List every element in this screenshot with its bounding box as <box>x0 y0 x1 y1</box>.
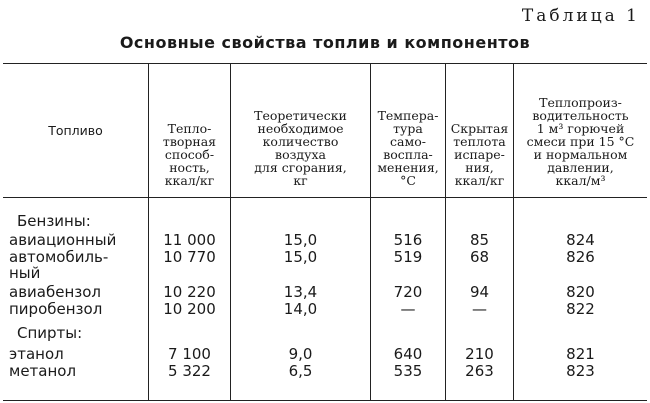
fuel-name: автомобиль- ный <box>9 248 109 282</box>
ignition-temperature: 640 <box>393 345 423 363</box>
fuel-name: авиационный <box>9 231 117 249</box>
mixture-heat-output: 820 <box>566 283 595 301</box>
air-required: 6,5 <box>288 362 313 380</box>
latent-heat: 94 <box>469 283 490 301</box>
mixture-heat-output: 824 <box>566 231 595 249</box>
latent-heat: 85 <box>469 231 490 249</box>
heating-value: 5 322 <box>168 362 211 380</box>
fuel-name: авиабензол <box>9 283 101 301</box>
heating-value: 11 000 <box>163 231 216 249</box>
ignition-temperature: 516 <box>393 231 423 249</box>
latent-heat: — <box>472 300 487 318</box>
heating-value: 10 770 <box>163 248 216 266</box>
mixture-heat-output: 821 <box>566 345 595 363</box>
fuel-name: этанол <box>9 345 64 363</box>
ignition-temperature: 519 <box>393 248 423 266</box>
header-fuel: Топливо <box>48 123 103 138</box>
latent-heat: 263 <box>465 362 494 380</box>
properties-table <box>3 63 647 401</box>
header-air-required: Теоретически необходимое количество воздуха для сгорания, кг <box>254 108 347 188</box>
header-latent-heat: Скрытая теплота испаре- ния, ккал/кг <box>450 121 509 188</box>
heating-value: 10 220 <box>163 283 216 301</box>
ignition-temperature: 720 <box>393 283 423 301</box>
fuel-name: метанол <box>9 362 77 380</box>
group-gasolines-label: Бензины: <box>17 212 91 230</box>
air-required: 9,0 <box>288 345 313 363</box>
fuel-name: пиробензол <box>9 300 103 318</box>
latent-heat: 210 <box>465 345 494 363</box>
air-required: 13,4 <box>283 283 318 301</box>
heating-value: 7 100 <box>168 345 211 363</box>
air-required: 14,0 <box>283 300 318 318</box>
header-divider <box>3 197 647 198</box>
header-ignition-temperature: Темпера- тура само- воспла- менения, °C <box>377 108 439 188</box>
table-title: Основные свойства топлив и компонентов <box>119 33 531 52</box>
heating-value: 10 200 <box>163 300 216 318</box>
header-mixture-heat-output: Теплопроиз- водительность 1 м³ горючей смеси при 15 °C и нормальном давлении, ккал/м³ <box>526 95 635 188</box>
mixture-heat-output: 826 <box>566 248 595 266</box>
air-required: 15,0 <box>283 231 318 249</box>
air-required: 15,0 <box>283 248 318 266</box>
mixture-heat-output: 823 <box>566 362 595 380</box>
ignition-temperature: 535 <box>393 362 423 380</box>
mixture-heat-output: 822 <box>566 300 595 318</box>
group-alcohols-label: Спирты: <box>17 324 83 342</box>
table-number-label: Таблица 1 <box>521 6 640 26</box>
latent-heat: 68 <box>469 248 490 266</box>
ignition-temperature: — <box>400 300 416 318</box>
header-heating-value: Тепло- творная способ- ность, ккал/кг <box>162 121 217 188</box>
